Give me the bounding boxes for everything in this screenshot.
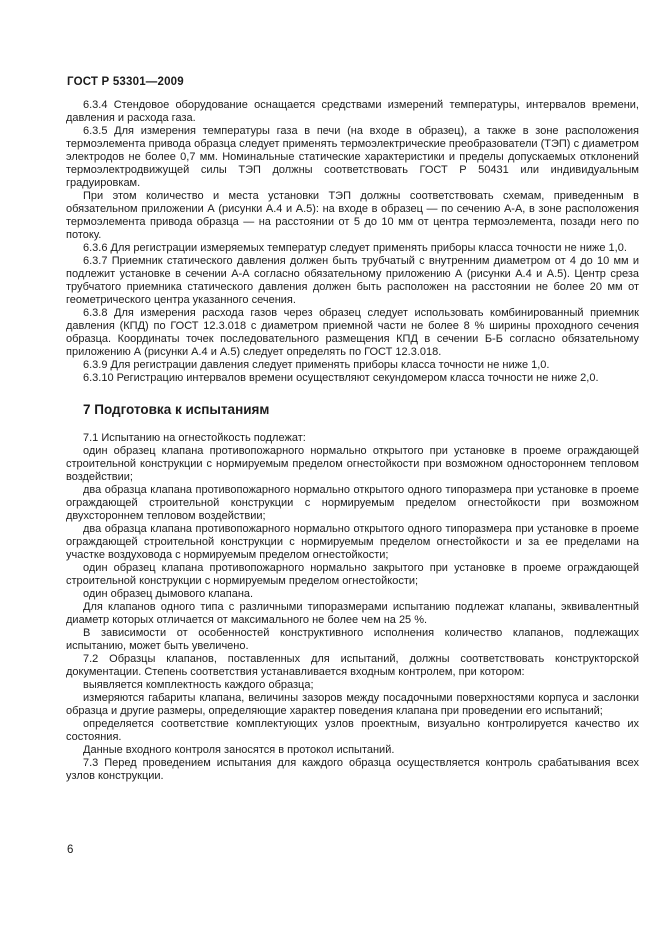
paragraph-quantity-increase: В зависимости от особенностей конструктивного исполнения количество клапанов, подлежащих испытанию, может быть увеличено. [66, 627, 639, 652]
section-7-heading: 7 Подготовка к испытаниям [83, 402, 270, 417]
paragraph-equivalent-diameter: Для клапанов одного типа с различными типоразмерами испытанию подлежат клапаны, эквивалентный диаметр которых отличается от максимального не более чем на 25 %. [66, 601, 639, 626]
list-item-smoke-valve: один образец дымового клапана. [83, 588, 254, 600]
list-item-valve-normally-open-duct: два образца клапана противопожарного нормально открытого одного типоразмера при установке в проеме ограждающей строительной конструкции с нормируемым пределом огнестойкости и за ее пределами на участке воздуховода с нормируемым пределом огнестойкости; [66, 523, 639, 561]
paragraph-7-2: 7.2 Образцы клапанов, поставленных для испытаний, должны соответствовать конструкторской документации. Степень соответствия устанавливается входным контролем, при котором: [66, 653, 639, 678]
document-header: ГОСТ Р 53301—2009 [67, 76, 184, 88]
paragraph-input-control-protocol: Данные входного контроля заносятся в протокол испытаний. [83, 744, 395, 756]
document-body [66, 99, 639, 783]
list-item-valve-normally-open-two-sided: два образца клапана противопожарного нормально открытого одного типоразмера при установке в проеме ограждающей строительной конструкции с нормируемым пределом огнестойкости при возможном двухстороннем тепловом воздействии; [66, 484, 639, 522]
list-item-dimensions-check: измеряются габариты клапана, величины зазоров между посадочными поверхностями корпуса и заслонки образца и другие размеры, определяющие характер поведения клапана при проведении его испытаний; [66, 692, 639, 717]
paragraph-6-3-10: 6.3.10 Регистрацию интервалов времени осуществляют секундомером класса точности не ниже 2,0. [83, 372, 599, 384]
paragraph-6-3-5: 6.3.5 Для измерения температуры газа в печи (на входе в образец), а также в зоне расположения термоэлемента привода образца следует применять термоэлектрические преобразователи (ТЭП) с диаметром электродов не более 0,7 мм. Номинальные статические характеристики и пределы допускаемых отклонений термоэлектродвижущей силы ТЭП должны соответствовать ГОСТ Р 50431 или индивидуальным градуировкам. [66, 125, 639, 189]
list-item-valve-normally-open-one-sided: один образец клапана противопожарного нормально открытого при установке в проеме ограждающей строительной конструкции с нормируемым пределом огнестойкости при возможном одностороннем тепловом воздействии; [66, 445, 639, 483]
list-item-completeness-check: выявляется комплектность каждого образца; [83, 679, 314, 691]
paragraph-6-3-9: 6.3.9 Для регистрации давления следует применять приборы класса точности не ниже 1,0. [83, 359, 550, 371]
page-number: 6 [67, 844, 74, 856]
paragraph-6-3-4: 6.3.4 Стендовое оборудование оснащается средствами измерений температуры, интервалов времени, давления и расхода газа. [66, 99, 639, 124]
paragraph-6-3-6: 6.3.6 Для регистрации измеряемых температур следует применять приборы класса точности не ниже 1,0. [83, 242, 627, 254]
paragraph-7-1: 7.1 Испытанию на огнестойкость подлежат: [83, 432, 306, 444]
list-item-valve-normally-closed: один образец клапана противопожарного нормально закрытого при установке в проеме ограждающей строительной конструкции с нормируемым пределом огнестойкости; [66, 562, 639, 587]
paragraph-6-3-7: 6.3.7 Приемник статического давления должен быть трубчатый с внутренним диаметром от 4 до 10 мм и подлежит установке в сечении А-А согласно обязательному приложению А (рисунки А.4 и А.5). Центр среза трубчатого приемника статического давления должен быть расположен на расстоянии не более 20 мм от геометрического центра указанного сечения. [66, 255, 639, 306]
paragraph-6-3-8: 6.3.8 Для измерения расхода газов через образец следует использовать комбинированный приемник давления (КПД) по ГОСТ 12.3.018 с диаметром приемной части не более 8 % ширины проходного сечения образца. Координаты точек последовательного размещения КПД в сечении Б-Б согласно обязательному приложению А (рисунки А.4 и А.5) следует определять по ГОСТ 12.3.018. [66, 307, 639, 358]
list-item-components-check: определяется соответствие комплектующих узлов проектным, визуально контролируется качество их состояния. [66, 718, 639, 743]
paragraph-7-3: 7.3 Перед проведением испытания для каждого образца осуществляется контроль срабатывания всех узлов конструкции. [66, 757, 639, 782]
paragraph-tep-placement: При этом количество и места установки ТЭП должны соответствовать схемам, приведенным в обязательном приложении А (рисунки А.4 и А.5): на входе в образец — по сечению А-А, в зоне расположения термоэлемента привода образца — на расстоянии от 5 до 10 мм от центра термоэлемента, позади него по потоку. [66, 190, 639, 241]
